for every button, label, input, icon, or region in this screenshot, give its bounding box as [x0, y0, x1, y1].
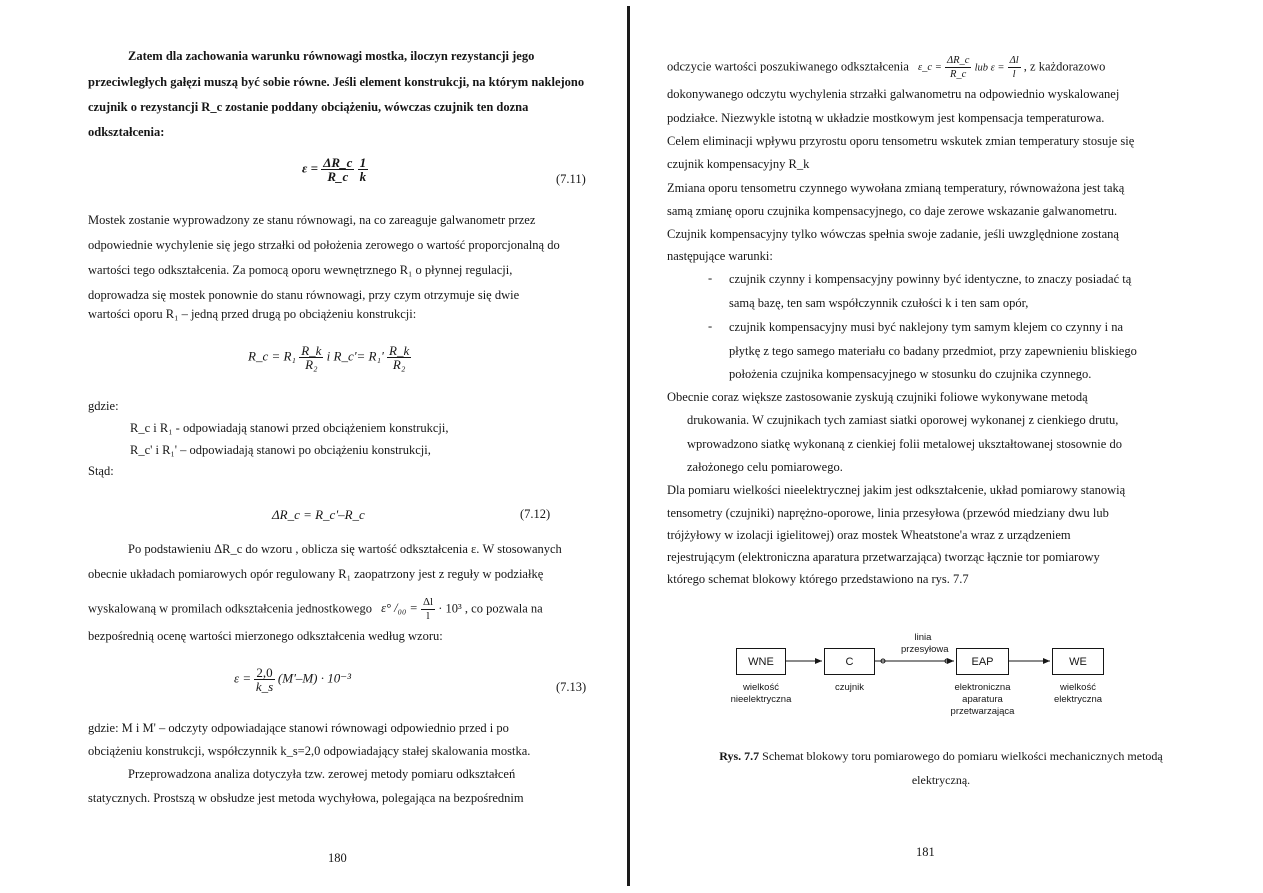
gdzie-label: gdzie: — [88, 399, 119, 413]
equation-rhs: (M'–M) · 10⁻³ — [277, 670, 352, 686]
definition-line: R_c i R₁ - odpowiadają stanowi przed obciążeniem konstrukcji, — [130, 421, 449, 435]
label-line: nieelektryczna — [730, 694, 792, 705]
bullet-dash: - — [708, 271, 713, 285]
label-line: wielkość — [1060, 682, 1096, 693]
fraction-numerator: 2,0 — [256, 665, 273, 680]
right-page — [631, 0, 1263, 893]
fraction-denominator: k — [359, 169, 367, 184]
fraction-denominator: R_c — [950, 69, 967, 80]
text-line: Obecnie coraz większe zastosowanie zyskują czujniki foliowe wykonywane metodą — [667, 390, 1088, 404]
text-line: obciążeniu konstrukcji, współczynnik k_s=2,0 odpowiadający stałej skalowania mostka. — [88, 744, 531, 758]
fraction-denominator: R₂ — [392, 357, 406, 372]
equation-number: (7.11) — [556, 172, 586, 186]
text-line: następujące warunki: — [667, 249, 773, 263]
fraction-numerator: ΔR_c — [946, 55, 970, 66]
text-segment: , z każdorazowo — [1023, 59, 1106, 74]
fraction-denominator: R₂ — [305, 357, 318, 372]
formula-fraction — [421, 596, 435, 623]
fraction-numerator: 1 — [359, 155, 367, 170]
text-line — [128, 48, 588, 64]
stad-label: Stąd: — [88, 464, 114, 478]
label-line: czujnik — [834, 682, 865, 693]
fraction-denominator: k_s — [255, 679, 274, 694]
fraction-numerator: R_k — [301, 343, 322, 358]
equation-lhs: ε = — [234, 670, 252, 686]
fraction-numerator: ΔR_c — [323, 155, 353, 170]
text-segment: odczycie wartości poszukiwanego odkształcenia — [667, 59, 909, 74]
definition-line: R_c' i R₁' – odpowiadają stanowi po obciążeniu konstrukcji, — [130, 443, 431, 457]
text-line: trójżyłowy w izolacji igielitowej) oraz mostek Wheatstone'a wraz z urządzeniem — [667, 528, 1071, 542]
text-line: Mostek zostanie wyprowadzony ze stanu równowagi, na co zareaguje galwanometr przez — [88, 213, 536, 227]
text-line: samą zmianę oporu czujnika kompensacyjnego, co daje zerowe wskazanie galwanometru. — [667, 204, 1118, 218]
block-c: C — [824, 648, 875, 675]
label-line: elektryczna — [1053, 694, 1103, 705]
fraction-denominator: l — [1012, 69, 1016, 80]
figure-caption-line2: elektryczną. — [911, 773, 971, 787]
equation-7-12: ΔR_c = R_c'–R_c — [272, 507, 365, 522]
text-line: Dla pomiaru wielkości nieelektrycznej jakim jest odkształcenie, układ pomiarowy stanowią — [667, 483, 1126, 497]
text-line: Zmiana oporu tensometru czynnego wywołana zmianą temperatury, równoważona jest taką — [667, 181, 1125, 195]
equation-part: i R_c'= R₁' — [326, 348, 384, 364]
c-label — [824, 682, 875, 694]
text-line: czujnik o rezystancji R_c zostanie poddany obciążeniu, wówczas czujnik ten dozna — [88, 100, 529, 114]
text-line: bezpośrednią ocenę wartości mierzonego odkształcenia według wzoru: — [88, 629, 443, 643]
fraction-denominator: R_c — [327, 169, 349, 184]
text-line: statycznych. Prostszą w obsłudze jest metoda wychyłowa, polegająca na bezpośrednim — [88, 791, 524, 805]
caption-figure-number: Rys. 7.7 — [719, 749, 760, 763]
equation-fraction — [254, 666, 274, 693]
bullet-line: czujnik kompensacyjny musi być naklejony tym samym klejem co czynny i na — [729, 320, 1124, 334]
text-line: Przeprowadzona analiza dotyczyła tzw. zerowej metody pomiaru odkształceń — [128, 767, 516, 781]
label-line: elektroniczna — [954, 682, 1011, 693]
block-we: WE — [1052, 648, 1104, 675]
text-line: odkształcenia: — [88, 125, 165, 139]
block-wne: WNE — [736, 648, 786, 675]
equation-fraction — [299, 344, 323, 371]
label-line: przesyłowa — [901, 644, 949, 655]
eap-label — [937, 682, 1028, 718]
equation-7-11 — [302, 156, 368, 183]
text-line: założonego celu pomiarowego. — [687, 460, 843, 474]
block-eap: EAP — [956, 648, 1009, 675]
equation-fraction — [358, 156, 369, 183]
formula-segment: ε_c = — [918, 62, 942, 74]
equation-lhs: ε = — [302, 160, 318, 176]
equation-resistance — [248, 344, 411, 371]
bullet-line: czujnik czynny i kompensacyjny powinny być identyczne, to znaczy posiadać tą — [729, 272, 1132, 286]
label-line: wielkość — [743, 682, 779, 693]
text-line: tensometry (czujniki) naprężno-oporowe, linia przesyłowa (przewód miedziany dwu lub — [667, 506, 1109, 520]
equation-7-13 — [234, 666, 351, 693]
text-line: obecnie układach pomiarowych opór regulowany R₁ zaopatrzony jest z reguły w podziałkę — [88, 567, 544, 581]
fraction-numerator: R_k — [389, 343, 410, 358]
text-segment: wyskalowaną w promilach odkształcenia jednostkowego — [88, 601, 372, 616]
fraction-numerator: Δl — [422, 596, 434, 608]
text-line: Celem eliminacji wpływu przyrostu oporu tensometru wskutek zmian temperatury stosuje się — [667, 134, 1135, 148]
text-line: gdzie: M i M' – odczyty odpowiadające stanowi równowagi odpowiednio przed i po — [88, 721, 509, 735]
formula-segment: ε° /₀₀ = — [381, 601, 418, 616]
text-line: Czujnik kompensacyjny tylko wówczas spełnia swoje zadanie, jeśli uwzględnione zostaną — [667, 227, 1119, 241]
formula-segment: lub ε = — [974, 62, 1005, 74]
equation-part: R_c = R₁ — [248, 348, 296, 364]
text-line: wartości oporu R₁ – jedną przed drugą po obciążeniu konstrukcji: — [88, 307, 417, 321]
fraction-denominator: l — [426, 610, 430, 622]
text-line: przeciwległych gałęzi muszą być sobie równe. Jeśli element konstrukcji, na którym naklejono — [88, 75, 585, 89]
text-segment: , co pozwala na — [464, 601, 543, 616]
text-line: czujnik kompensacyjny R_k — [667, 157, 810, 171]
equation-fraction — [387, 344, 411, 371]
text-line: wprowadzono siatkę wykonaną z cienkiej folii metalowej ukształtowanej stosownie do — [687, 437, 1122, 451]
label-line: linia — [914, 632, 932, 643]
text-line: drukowania. W czujnikach tych zamiast siatki oporowej wykonanej z cienkiego drutu, — [687, 413, 1119, 427]
wne-label — [719, 682, 803, 706]
equation-number: (7.13) — [556, 680, 587, 694]
text-line: rejestrującym (elektroniczna aparatura przetwarzająca) tworząc łącznie tor pomiarowy — [667, 550, 1100, 564]
text-line: wartości tego odkształcenia. Za pomocą oporu wewnętrznego R₁ o płynnej regulacji, — [88, 263, 513, 277]
formula-segment: · 10³ — [438, 601, 462, 616]
line-label — [901, 632, 949, 656]
fraction-numerator: Δl — [1009, 55, 1019, 66]
left-page — [0, 0, 628, 893]
text-line: dokonywanego odczytu wychylenia strzałki galwanometru na odpowiednio wyskalowanej — [667, 87, 1120, 101]
text-line-content: Zatem dla zachowania warunku równowagi mostka, iloczyn rezystancji jego — [128, 49, 535, 63]
text-line: podziałce. Niezwykle istotną w układzie mostkowym jest kompensacja temperaturowa. — [667, 111, 1105, 125]
caption-text: Schemat blokowy toru pomiarowego do pomiaru wielkości mechanicznych metodą — [762, 749, 1163, 763]
text-line: doprowadza się mostek ponownie do stanu równowagi, przy czym otrzymuje się dwie — [88, 288, 520, 302]
bullet-line: samą bazę, ten sam współczynnik czułości k i ten sam opór, — [729, 296, 1029, 310]
we-label — [1045, 682, 1111, 706]
page-number: 180 — [328, 851, 347, 865]
text-line: Po podstawieniu ΔR_c do wzoru , oblicza się wartość odkształcenia ε. W stosowanych — [128, 542, 562, 556]
figure-caption — [671, 749, 1211, 764]
page-number: 181 — [916, 845, 935, 859]
label-line: przetwarzająca — [950, 706, 1015, 717]
text-line: którego schemat blokowy którego przedstawiono na rys. 7.7 — [667, 572, 969, 586]
bullet-line: płytkę z tego samego materiału co badany przedmiot, przy zapewnieniu bliskiego — [729, 344, 1137, 358]
text-line-with-formula — [88, 596, 543, 623]
page-divider — [627, 6, 630, 886]
text-line: odpowiednie wychylenie się jego strzałki od położenia zerowego o wartość proporcjonalną do — [88, 238, 560, 252]
bullet-dash: - — [708, 319, 713, 333]
label-line: aparatura — [962, 694, 1003, 705]
equation-number: (7.12) — [520, 507, 551, 521]
bullet-line: położenia czujnika kompensacyjnego w stosunku do czujnika czynnego. — [729, 367, 1092, 381]
equation-fraction — [321, 156, 354, 183]
